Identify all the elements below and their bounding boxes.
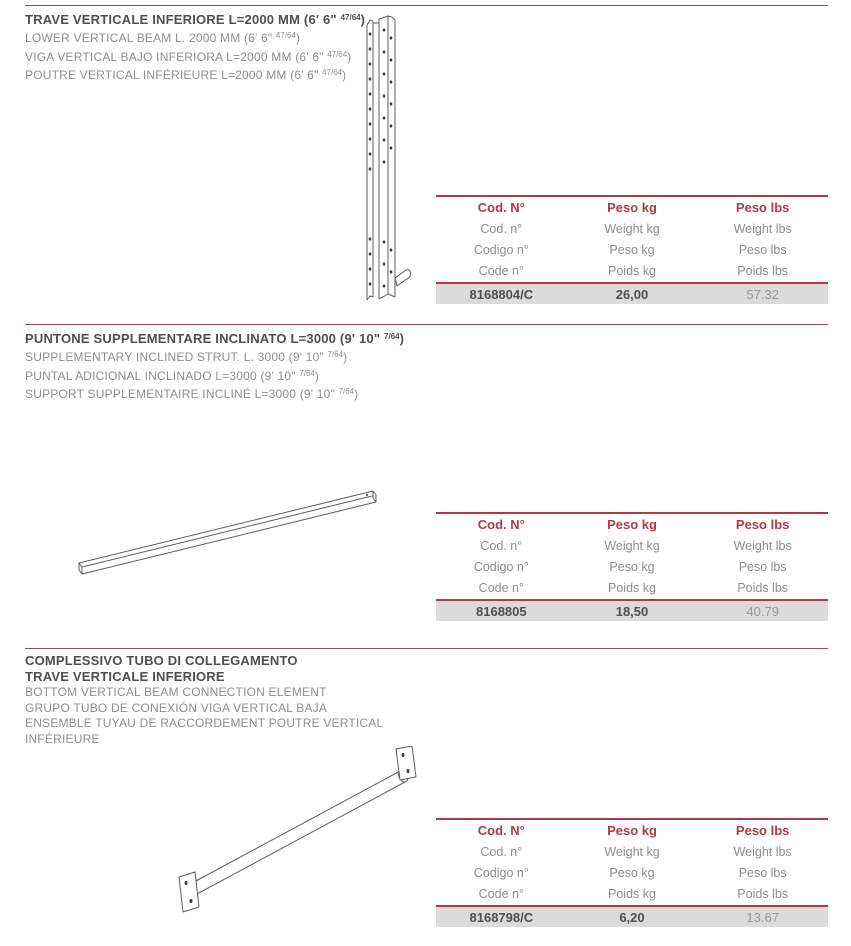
header-cod: Cod. N°	[477, 823, 525, 838]
section-divider	[25, 648, 828, 649]
connection-tube-drawing	[172, 746, 427, 918]
table-subheaders	[436, 219, 828, 282]
vertical-beam-drawing	[353, 6, 415, 306]
translation-line-fr: SUPPORT SUPPLEMENTAIRE INCLINÉ L=3000 (9' 10" $^{7/64}$)	[25, 387, 359, 401]
page-top-rule	[25, 5, 828, 6]
section-divider	[25, 324, 828, 325]
translation-line-es: VIGA VERTICAL BAJO INFERIORA L=2000 MM (6' 6" $^{47/64}$)	[25, 49, 352, 64]
table-header-row	[436, 197, 828, 219]
table-header-row	[436, 820, 828, 842]
header-peso-kg: Peso kg	[607, 200, 657, 215]
weight-lbs: 40.79	[746, 604, 779, 619]
translation-line-fr: ENSEMBLE TUYAU DE RACCORDEMENT POUTRE VERTICAL INFÉRIEURE	[25, 716, 383, 746]
section-title: COMPLESSIVO TUBO DI COLLEGAMENTO	[25, 653, 298, 668]
section-title: TRAVE VERTICALE INFERIORE L=2000 MM (6' 6" $^{47/64}$)	[25, 12, 366, 27]
subheader-row-es: Codigo n° Peso kg Peso lbs	[473, 243, 787, 257]
table-data-row	[436, 599, 828, 621]
header-peso-lbs: Peso lbs	[735, 200, 790, 215]
table-header-row	[436, 514, 828, 536]
weight-kg: 26,00	[615, 287, 649, 302]
product-code: 8168804/C	[469, 287, 534, 302]
subheader-row-en: Cod. n° Weight kg Weight lbs	[480, 222, 792, 236]
header-cod: Cod. N°	[477, 200, 525, 215]
weight-kg: 6,20	[619, 910, 645, 925]
translation-line-en: SUPPLEMENTARY INCLINED STRUT. L. 3000 (9' 10" $^{7/64}$)	[25, 350, 348, 364]
product-table-3	[436, 818, 828, 927]
header-cod: Cod. N°	[477, 517, 525, 532]
section-title: PUNTONE SUPPLEMENTARE INCLINATO L=3000 (9' 10" $^{7/64}$)	[25, 331, 405, 346]
header-peso-kg: Peso kg	[607, 823, 657, 838]
translation-line-en: LOWER VERTICAL BEAM L. 2000 MM (6' 6" $^{47/64}$)	[25, 31, 301, 45]
section-title-line-2: TRAVE VERTICALE INFERIORE	[25, 669, 225, 684]
subheader-row-en: Cod. n° Weight kg Weight lbs	[480, 845, 792, 859]
translation-line-en: BOTTOM VERTICAL BEAM CONNECTION ELEMENT	[25, 685, 327, 699]
table-subheaders	[436, 842, 828, 905]
product-table-2	[436, 512, 828, 621]
subheader-row-fr: Code n° Poids kg Poids lbs	[478, 887, 789, 901]
section-3-heading-block	[25, 653, 440, 747]
subheader-row-fr: Code n° Poids kg Poids lbs	[478, 581, 789, 595]
weight-lbs: 57.32	[746, 287, 779, 302]
product-code: 8168805	[476, 604, 527, 619]
weight-kg: 18,50	[615, 604, 649, 619]
translation-line-es: GRUPO TUBO DE CONEXIÓN VIGA VERTICAL BAJA	[25, 700, 328, 715]
table-subheaders	[436, 536, 828, 599]
table-data-row	[436, 905, 828, 927]
header-peso-kg: Peso kg	[607, 517, 657, 532]
inclined-strut-drawing	[68, 482, 390, 582]
subheader-row-es: Codigo n° Peso kg Peso lbs	[473, 560, 787, 574]
translation-line-es: PUNTAL ADICIONAL INCLINADO L=3000 (9' 10" $^{7/64}$)	[25, 368, 320, 383]
subheader-row-fr: Code n° Poids kg Poids lbs	[478, 264, 789, 278]
translation-line-fr: POUTRE VERTICAL INFÉRIEURE L=2000 MM (6' 6" $^{47/64}$)	[25, 68, 347, 82]
header-peso-lbs: Peso lbs	[735, 517, 790, 532]
table-data-row	[436, 282, 828, 304]
subheader-row-es: Codigo n° Peso kg Peso lbs	[473, 866, 787, 880]
product-code: 8168798/C	[469, 910, 534, 925]
header-peso-lbs: Peso lbs	[735, 823, 790, 838]
subheader-row-en: Cod. n° Weight kg Weight lbs	[480, 539, 792, 553]
section-2-heading-block	[25, 329, 440, 403]
product-table-1	[436, 195, 828, 304]
weight-lbs: 13.67	[746, 910, 779, 925]
